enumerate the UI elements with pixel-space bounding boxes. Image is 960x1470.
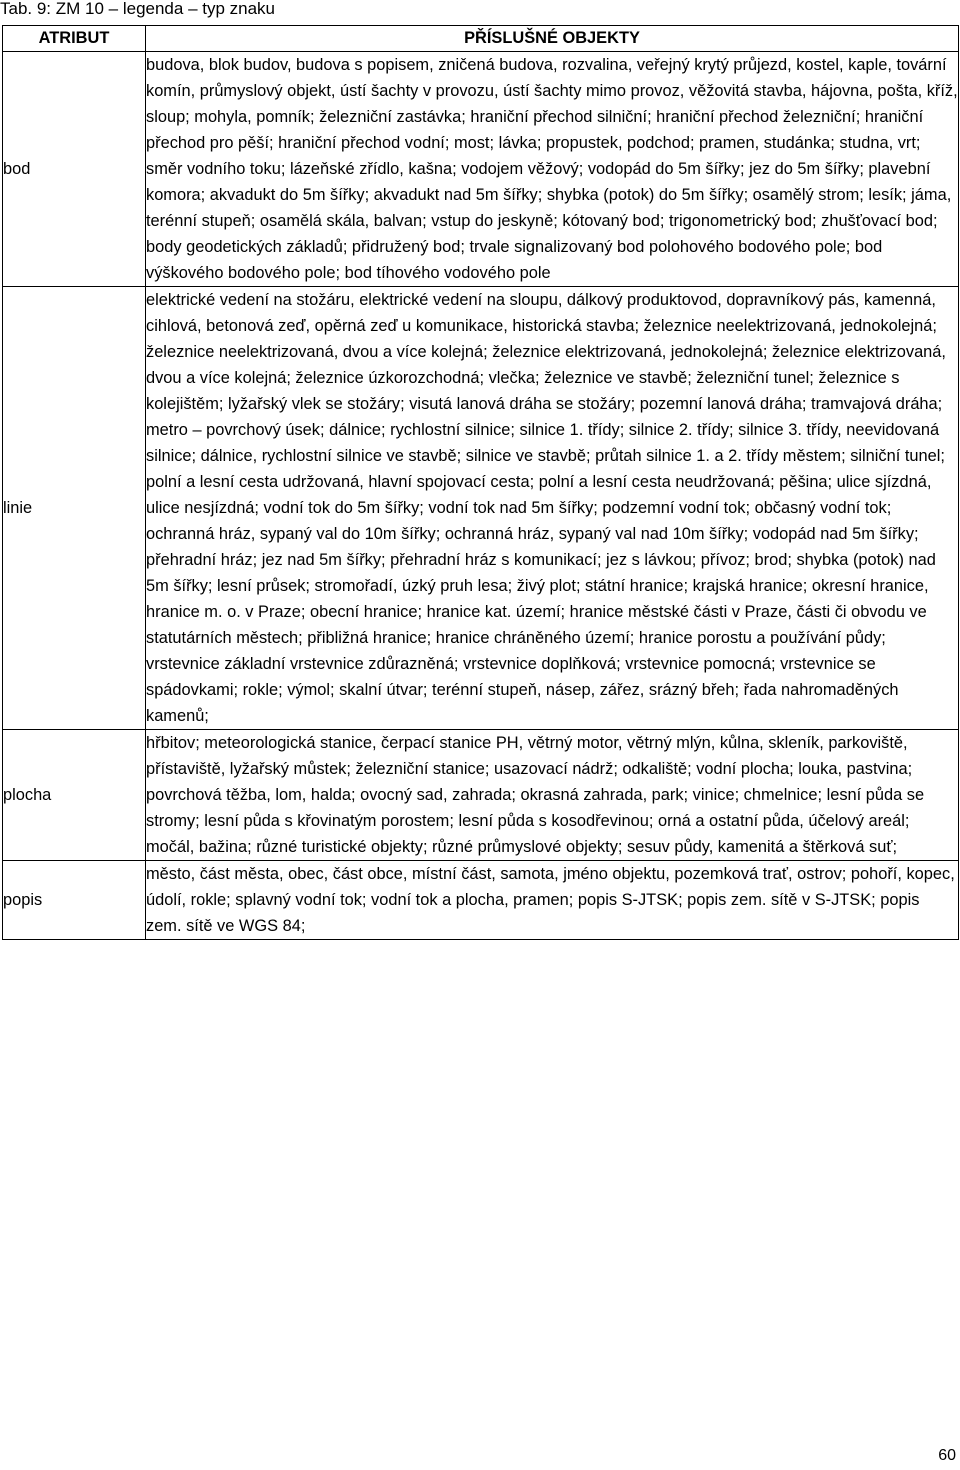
page-number: 60 (938, 1447, 956, 1464)
table-row (3, 730, 959, 861)
table-row (3, 861, 959, 940)
objects-cell: budova, blok budov, budova s popisem, zničená budova, rozvalina, veřejný krytý průjezd, kostel, kaple, tovární komín, průmyslový objekt, ústí šachty v provozu, ústí šachty mimo provoz, věžovitá stavba, hájovna, pošta, kříž, sloup; mohyla, pomník; železniční zastávka; hraniční přechod silniční; hraniční přechod železniční; hraniční přechod pro pěší; hraniční přechod vodní; most; lávka; propustek, podchod; pramen, studánka; studna, vrt; směr vodního toku; lázeňské zřídlo, kašna; vodojem věžový; vodopád do 5m šířky; jez do 5m šířky; plavební komora; akvadukt do 5m šířky; akvadukt nad 5m šířky; shybka (potok) do 5m šířky; osamělý strom; lesík; jáma, terénní stupeň; osamělá skála, balvan; vstup do jeskyně; kótovaný bod; trigonometrický bod; zhušťovací bod; body geodetických základů; přidružený bod; trvale signalizovaný bod polohového bodového pole; bod výškového bodového pole; bod tíhového vodového pole (146, 52, 959, 287)
table-row (3, 52, 959, 287)
attribute-cell: popis (3, 861, 146, 940)
header-objects: PŘÍSLUŠNÉ OBJEKTY (146, 26, 959, 52)
header-attribute: ATRIBUT (3, 26, 146, 52)
objects-cell: město, část města, obec, část obce, místní část, samota, jméno objektu, pozemková trať, ostrov; pohoří, kopec, údolí, rokle; splavný vodní tok; vodní tok a plocha, pramen; popis S-JTSK; popis zem. sítě v S-JTSK; popis zem. sítě ve WGS 84; (146, 861, 959, 940)
table-caption: Tab. 9: ZM 10 – legenda – typ znaku (0, 0, 276, 18)
legend-table (2, 25, 959, 940)
attribute-cell: plocha (3, 730, 146, 861)
attribute-cell: bod (3, 52, 146, 287)
table-row (3, 287, 959, 730)
attribute-cell: linie (3, 287, 146, 730)
table-header-row (3, 26, 959, 52)
objects-cell: elektrické vedení na stožáru, elektrické vedení na sloupu, dálkový produktovod, dopravníkový pás, kamenná, cihlová, betonová zeď, opěrná zeď u komunikace, historická stavba; železnice neelektrizovaná, jednokolejná; železnice neelektrizovaná, dvou a více kolejná; železnice elektrizovaná, jednokolejná; železnice elektrizovaná, dvou a více kolejná; železnice úzkorozchodná; vlečka; železnice ve stavbě; železniční tunel; železnice s kolejištěm; lyžařský vlek se stožáry; visutá lanová dráha se stožáry; pozemní lanová dráha; tramvajová dráha; metro – povrchový úsek; dálnice; rychlostní silnice; silnice 1. třídy; silnice 2. třídy; silnice 3. třídy, neevidovaná silnice; dálnice, rychlostní silnice ve stavbě; silnice ve stavbě; průtah silnice 1. a 2. třídy městem; silniční tunel; polní a lesní cesta udržovaná, hlavní spojovací cesta; polní a lesní cesta neudržovaná; pěšina; ulice sjízdná, ulice nesjízdná; vodní tok do 5m šířky; vodní tok nad 5m šířky; podzemní vodní tok; občasný vodní tok; ochranná hráz, sypaný val do 10m šířky; ochranná hráz, sypaný val nad 10m šířky; vodopád nad 5m šířky; přehradní hráz; jez nad 5m šířky; přehradní hráz s komunikací; jez s lávkou; přívoz; brod; shybka (potok) nad 5m šířky; lesní průsek; stromořadí, úzký pruh lesa; živý plot; státní hranice; krajská hranice; okresní hranice, hranice m. o. v Praze; obecní hranice; hranice kat. území; hranice městské části v Praze, části či obvodu ve statutárních městech; přibližná hranice; hranice chráněného území; hranice porostu a používání půdy; vrstevnice základní vrstevnice zdůrazněná; vrstevnice doplňková; vrstevnice pomocná; vrstevnice se spádovkami; rokle; výmol; skalní útvar; terénní stupeň, násep, zářez, srázný břeh; řada nahromaděných kamenů; (146, 287, 959, 730)
objects-cell: hřbitov; meteorologická stanice, čerpací stanice PH, větrný motor, větrný mlýn, kůlna, skleník, parkoviště, přístaviště, lyžařský můstek; železniční stanice; usazovací nádrž; odkaliště; vodní plocha; louka, pastvina; povrchová těžba, lom, halda; ovocný sad, zahrada; okrasná zahrada, park; vinice; chmelnice; lesní půda se stromy; lesní půda s křovinatým porostem; lesní půda s kosodřevinou; orná a ostatní půda, účelový areál; močál, bažina; různé turistické objekty; různé průmyslové objekty; sesuv půdy, kamenitá a štěrková suť; (146, 730, 959, 861)
